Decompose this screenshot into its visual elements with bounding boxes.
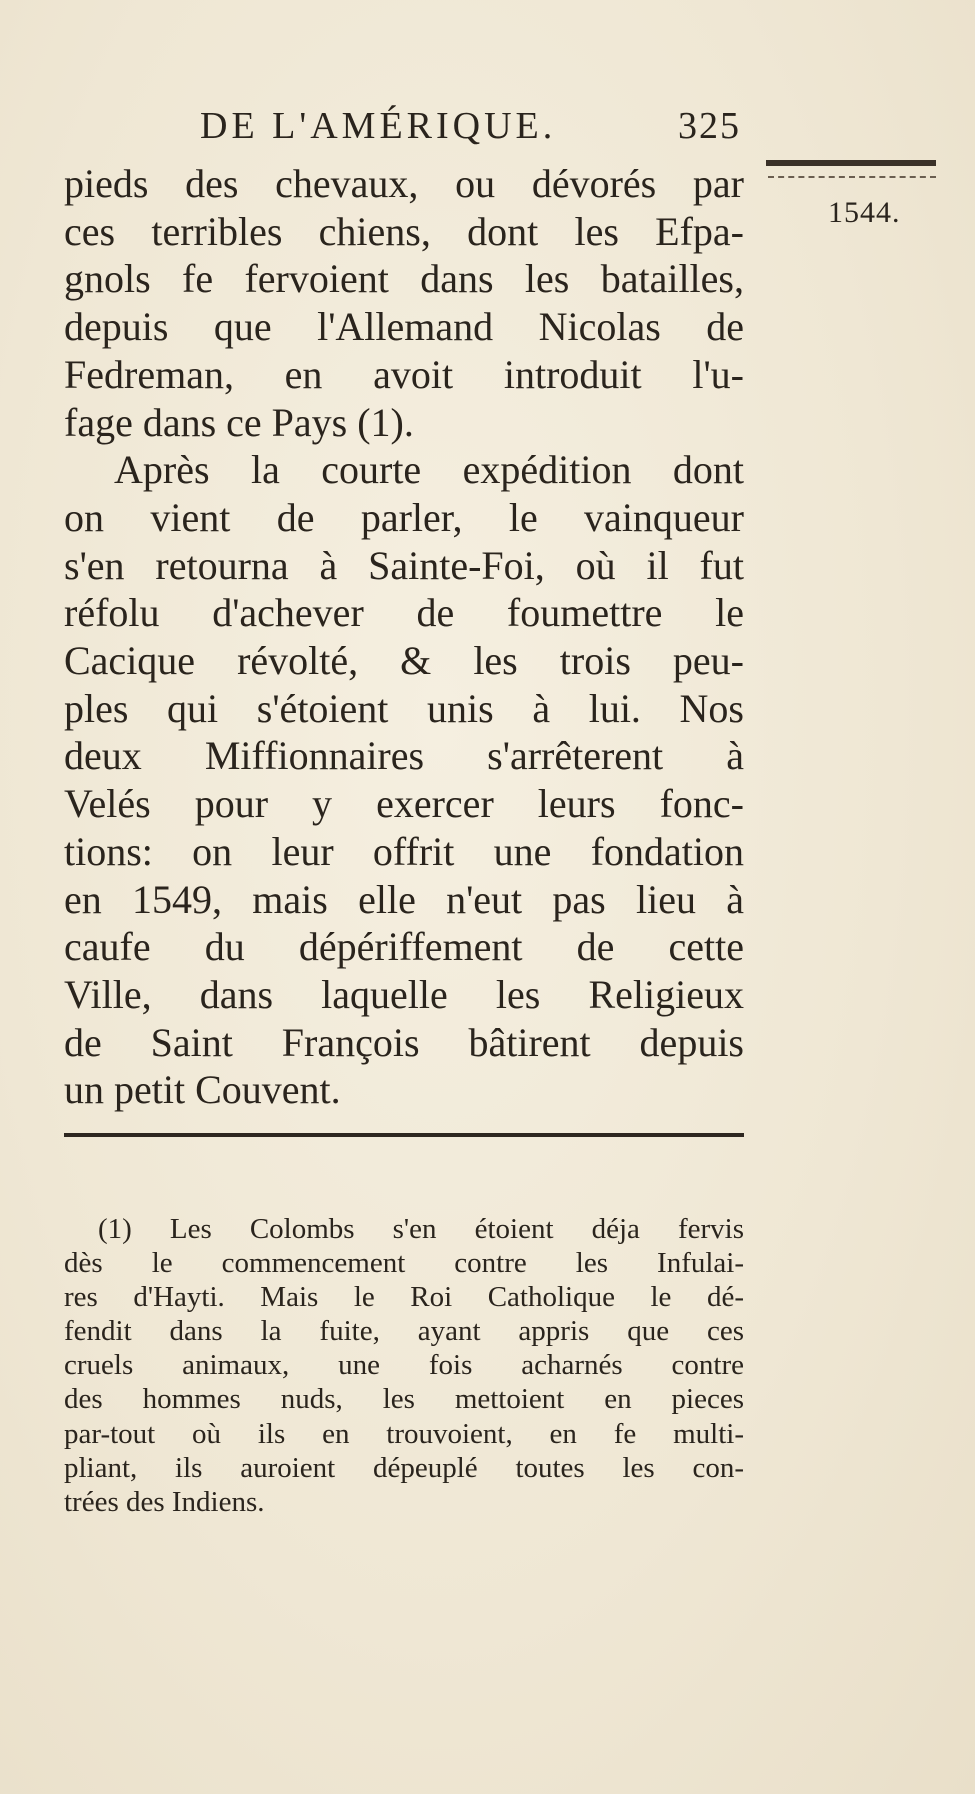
main-text bbox=[64, 160, 744, 1114]
running-title: DE L'AMÉRIQUE. bbox=[200, 105, 557, 147]
footnote-line: dès le commencement contre les Infulai- bbox=[64, 1247, 744, 1280]
footnote-line: fendit dans la fuite, ayant appris que ces bbox=[64, 1315, 744, 1348]
footnote-line: (1) Les Colombs s'en étoient déja fervis bbox=[98, 1213, 744, 1245]
text-line: depuis que l'Allemand Nicolas de bbox=[64, 304, 744, 350]
footnote-line: par-tout où ils en trouvoient, en fe multi- bbox=[64, 1417, 744, 1450]
running-header bbox=[200, 102, 760, 150]
margin-year-note: 1544. bbox=[828, 196, 901, 229]
text-line: on vient de parler, le vainqueur bbox=[64, 494, 744, 540]
text-line: en 1549, mais elle n'eut pas lieu à bbox=[64, 876, 744, 922]
margin-dashed-rule bbox=[768, 176, 936, 178]
text-line: pieds des chevaux, ou dévorés par bbox=[64, 161, 744, 206]
margin-rule bbox=[766, 160, 936, 166]
footnote bbox=[64, 1212, 744, 1519]
text-line: réfolu d'achever de foumettre le bbox=[64, 590, 744, 636]
text-line: fage dans ce Pays (1). bbox=[64, 399, 414, 445]
footnote-divider bbox=[64, 1133, 744, 1137]
footnote-line: des hommes nuds, les mettoient en pieces bbox=[64, 1383, 744, 1416]
text-line: Cacique révolté, & les trois peu- bbox=[64, 638, 744, 684]
footnote-line: cruels animaux, une fois acharnés contre bbox=[64, 1349, 744, 1382]
footnote-line: pliant, ils auroient dépeuplé toutes les con- bbox=[64, 1451, 744, 1484]
text-line: Après la courte expédition dont bbox=[114, 447, 744, 493]
text-line: deux Miffionnaires s'arrêterent à bbox=[64, 733, 744, 779]
footnote-line: res d'Hayti. Mais le Roi Catholique le dé- bbox=[64, 1281, 744, 1314]
text-line: Fedreman, en avoit introduit l'u- bbox=[64, 351, 744, 397]
text-line: de Saint François bâtirent depuis bbox=[64, 1019, 744, 1065]
text-line: ples qui s'étoient unis à lui. Nos bbox=[64, 685, 744, 731]
text-line: Ville, dans laquelle les Religieux bbox=[64, 971, 744, 1017]
text-line: Velés pour y exercer leurs fonc- bbox=[64, 781, 744, 827]
text-line: un petit Couvent. bbox=[64, 1067, 341, 1113]
text-line: tions: on leur offrit une fondation bbox=[64, 828, 744, 874]
page-number: 325 bbox=[678, 105, 741, 147]
text-line: s'en retourna à Sainte-Foi, où il fut bbox=[64, 542, 744, 588]
text-line: caufe du dépériffement de cette bbox=[64, 924, 744, 970]
text-line: gnols fe fervoient dans les batailles, bbox=[64, 256, 744, 302]
footnote-line: trées des Indiens. bbox=[64, 1485, 265, 1518]
text-line: ces terribles chiens, dont les Efpa- bbox=[64, 208, 744, 254]
